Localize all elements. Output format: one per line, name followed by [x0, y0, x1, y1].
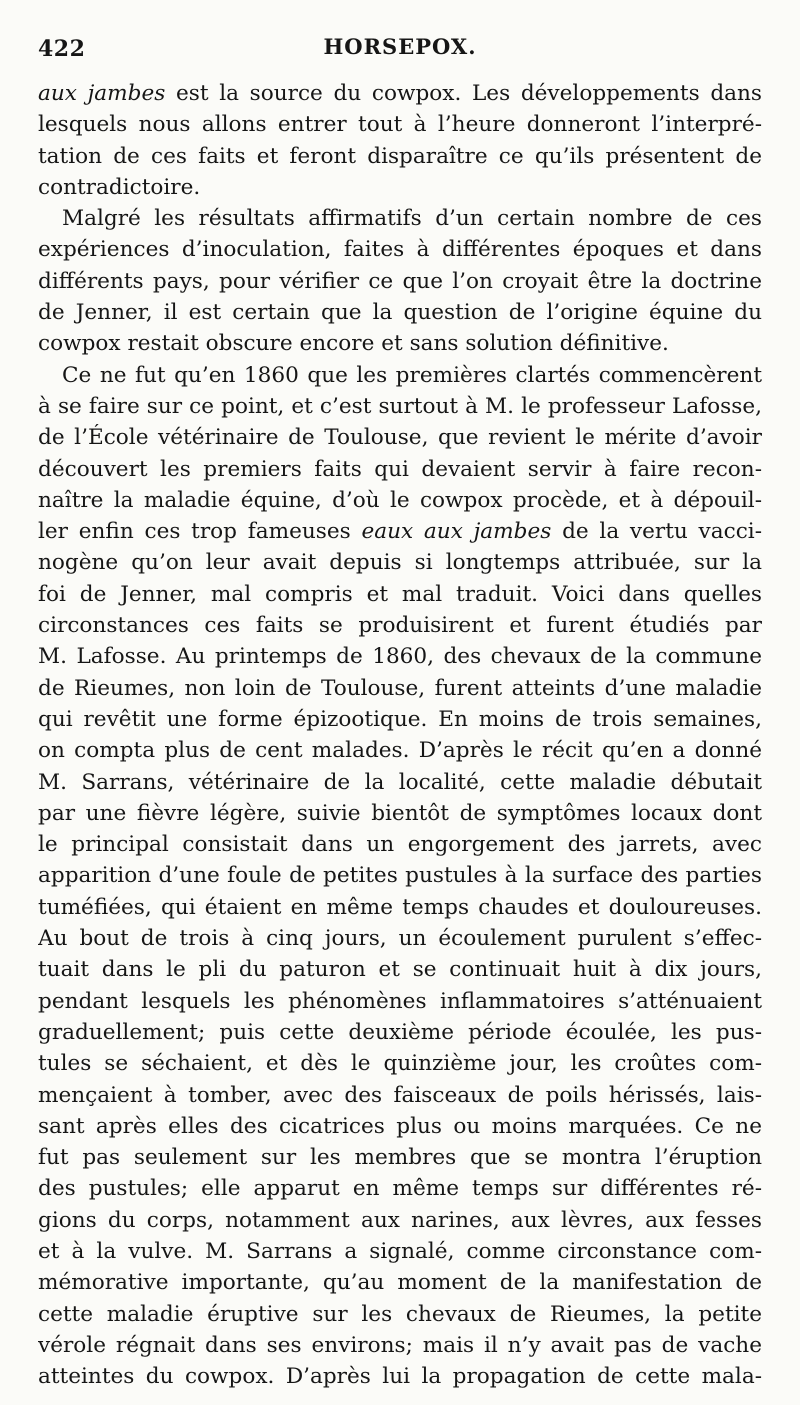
- text-line: M. Lafosse. Au printemps de 1860, des chevaux de la commune: [38, 644, 762, 670]
- text-line: graduellement; puis cette deuxième période écoulée, les pus-: [38, 1019, 762, 1045]
- text-line: tules se séchaient, et dès le quinzième jour, les croûtes com-: [38, 1051, 762, 1077]
- text-line: [38, 78, 762, 109]
- text-line: gions du corps, notamment aux narines, aux lèvres, aux fesses: [38, 1207, 762, 1233]
- text-line: qui revêtit une forme épizootique. En moins de trois semaines,: [38, 706, 762, 732]
- text-line: mençaient à tomber, avec des faisceaux de poils hérissés, lais-: [38, 1082, 762, 1108]
- page-number: 422: [38, 36, 86, 62]
- text-line: tation de ces faits et feront disparaître ce qu’ils présentent de: [38, 143, 762, 169]
- text-line: [38, 516, 762, 547]
- text-line: on compta plus de cent malades. D’après le récit qu’en a donné: [38, 738, 762, 764]
- text-line: naître la maladie équine, d’où le cowpox procède, et à dépouil-: [38, 487, 762, 513]
- text-line: par une fièvre légère, suivie bientôt de symptômes locaux dont: [38, 800, 762, 826]
- italic-phrase: aux jambes: [38, 81, 166, 106]
- text-line: découvert les premiers faits qui devaient servir à faire recon-: [38, 456, 762, 482]
- text-line: cette maladie éruptive sur les chevaux de Rieumes, la petite: [38, 1301, 762, 1327]
- text-line: Au bout de trois à cinq jours, un écoulement purulent s’effec-: [38, 926, 762, 952]
- text-line: tuméfiées, qui étaient en même temps chaudes et douloureuses.: [38, 894, 762, 920]
- text-line: le principal consistait dans un engorgement des jarrets, avec: [38, 832, 762, 858]
- italic-phrase: eaux aux jambes: [361, 519, 552, 545]
- running-head: HORSEPOX.: [323, 34, 477, 59]
- text-line: foi de Jenner, mal compris et mal traduit. Voici dans quelles: [38, 581, 762, 607]
- text-line: sant après elles des cicatrices plus ou moins marquées. Ce ne: [38, 1113, 762, 1139]
- text-line: de l’École vétérinaire de Toulouse, que revient le mérite d’avoir: [38, 425, 762, 451]
- text-line: contradictoire.: [38, 174, 201, 200]
- text-line: lesquels nous allons entrer tout à l’heure donneront l’interpré-: [38, 112, 762, 138]
- text-line: de Jenner, il est certain que la question de l’origine équine du: [38, 300, 762, 326]
- text-line: cowpox restait obscure encore et sans solution définitive.: [38, 331, 669, 357]
- text-line: tuait dans le pli du paturon et se continuait huit à dix jours,: [38, 957, 762, 983]
- text-line: atteintes du cowpox. D’après lui la propagation de cette mala-: [38, 1364, 762, 1390]
- page-header: [38, 0, 762, 62]
- line-text: de la vertu vacci-: [551, 519, 762, 545]
- text-line: et à la vulve. M. Sarrans a signalé, comme circonstance com-: [38, 1238, 762, 1264]
- text-line: de Rieumes, non loin de Toulouse, furent atteints d’une maladie: [38, 675, 762, 701]
- text-line: des pustules; elle apparut en même temps sur différentes ré-: [38, 1176, 762, 1202]
- text-line: mémorative importante, qu’au moment de la manifestation de: [38, 1270, 762, 1296]
- text-line: fut pas seulement sur les membres que se montra l’éruption: [38, 1145, 762, 1171]
- line-text: est la source du cowpox. Les développements dans: [165, 81, 762, 106]
- text-line: vérole régnait dans ses environs; mais il n’y avait pas de vache: [38, 1332, 762, 1358]
- line-text: ler enfin ces trop fameuses: [38, 519, 362, 545]
- text-line: à se faire sur ce point, et c’est surtout à M. le professeur Lafosse,: [38, 393, 762, 419]
- text-line: nogène qu’on leur avait depuis si longtemps attribuée, sur la: [38, 550, 762, 576]
- text-line: Malgré les résultats affirmatifs d’un certain nombre de ces: [62, 206, 762, 232]
- text-line: M. Sarrans, vétérinaire de la localité, cette maladie débutait: [38, 769, 762, 795]
- text-line: pendant lesquels les phénomènes inflammatoires s’atténuaient: [38, 988, 762, 1014]
- body-text: [38, 78, 762, 1392]
- text-line: différents pays, pour vérifier ce que l’on croyait être la doctrine: [38, 268, 762, 294]
- text-line: circonstances ces faits se produisirent et furent étudiés par: [38, 613, 762, 639]
- text-line: Ce ne fut qu’en 1860 que les premières clartés commencèrent: [62, 362, 762, 388]
- text-line: apparition d’une foule de petites pustules à la surface des parties: [38, 863, 762, 889]
- text-line: expériences d’inoculation, faites à différentes époques et dans: [38, 237, 762, 263]
